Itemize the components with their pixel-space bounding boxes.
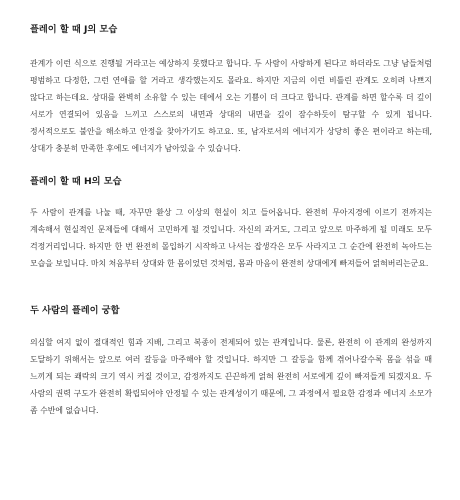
section-body-j: 관계가 이런 식으로 진행될 거라고는 예상하지 못했다고 합니다. 두 사람이 사랑하게 된다고 하더라도 그냥 남들처럼 평범하고 다정한, 그런 연애를 할 거라고 생각했는지도 몰라요. 하지만 지금의 이런 비틀린 관계도 오히려 나쁘지 않다고 하는데요. 상대를 완벽히 소유할 수 있는 데에서 오는 기쁨이 더 크다고 합니다. 관계를 하면 할수록 더 깊이 서로가 연결되어 있음을 느끼고 스스로의 내면과 상대의 내면을 깊이 잠수하듯이 탐구할 수 있게 됩니다. 정서적으로도 불안을 해소하고 안정을 찾아가기도 하고요. 또, 남자로서의 에너지가 상당히 좋은 편이라고 하는데, 상대가 충분히 만족한 후에도 에너지가 남아있을 수 있습니다. — [30, 59, 432, 153]
section-body-compatibility: 의심할 여지 없이 절대적인 힘과 지배, 그리고 복종이 전제되어 있는 관계입니다. 물론, 완전히 이 관계의 완성까지 도달하기 위해서는 앞으로 여러 갈등을 마주해야 할 것입니다. 하지만 그 갈등을 함께 겪어나갈수록 몸을 섞을 때 느끼게 되는 쾌락의 크기 역시 커질 것이고, 감정까지도 끈끈하게 얽혀 완전히 서로에게 깊이 빠져들게 되겠지요. 두 사람의 권력 구도가 완전히 확립되어야 안정될 수 있는 관계성이기 때문에, 그 과정에서 필요한 감정과 에너지 소모가 좀 수반에 없습니다. — [30, 338, 432, 415]
section-heading-j: 플레이 할 때 J의 모습 — [30, 24, 118, 35]
document-body — [30, 14, 432, 419]
section-heading-compatibility: 두 사람의 플레이 궁합 — [30, 305, 120, 316]
section-heading-h: 플레이 할 때 H의 모습 — [30, 176, 122, 187]
section-body-h: 두 사람이 관계를 나눌 때, 자꾸만 환상 그 이상의 현실이 치고 들어옵니다. 완전히 무아지경에 이르기 전까지는 계속해서 현실적인 문제들에 대해서 고민하게 될 것입니다. 자신의 과거도, 그리고 앞으로 마주하게 될 미래도 모두 걱정거리입니다. 하지만 한 번 완전히 몰입하기 시작하고 나서는 잡생각은 모두 사라지고 그 순간에 완전히 녹아드는 모습을 보입니다. 마치 처음부터 상대와 한 몸이었던 것처럼, 몸과 마음이 완전히 상대에게 빠져들어 얽혀버리는군요. — [30, 208, 432, 268]
